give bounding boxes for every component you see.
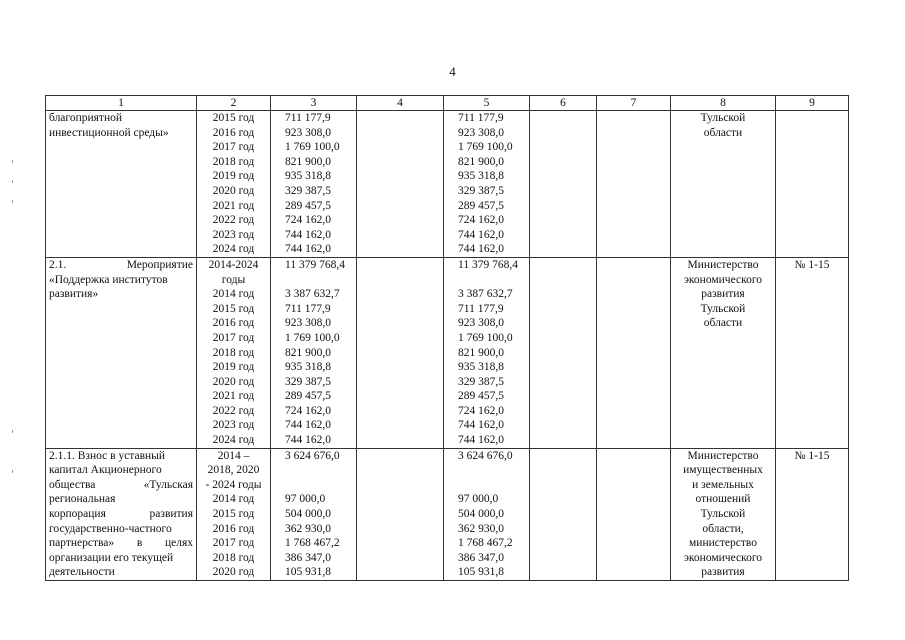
cell-line: 2014 – [217, 449, 250, 462]
cell-line: 744 162,0 [458, 419, 504, 432]
cell-line: № 1-15 [794, 258, 830, 271]
cell-line: 97 000,0 [458, 493, 499, 506]
cell-line: 3 624 676,0 [285, 449, 340, 462]
cell-line: «Поддержка институтов [49, 273, 168, 286]
cell-line: развития [701, 288, 745, 301]
cell-line: 362 930,0 [285, 522, 331, 535]
cell-line: 289 457,5 [458, 199, 504, 212]
cell-line: 2024 год [212, 243, 255, 256]
cell-line: 11 379 768,4 [285, 258, 345, 271]
cell-line: 2024 год [212, 434, 255, 447]
cell-c8 [671, 111, 776, 258]
cell-c9 [776, 257, 849, 448]
column-header-6: 6 [530, 96, 597, 111]
cell-line: 935 318,8 [458, 361, 504, 374]
page-number: 4 [449, 64, 456, 79]
cell-c5 [444, 257, 530, 448]
cell-line: 2017 год [212, 331, 255, 344]
cell-line: 923 308,0 [458, 126, 504, 139]
cell-line: 724 162,0 [285, 214, 331, 227]
table-row [46, 448, 849, 580]
cell-line: 2014 год [212, 493, 255, 506]
cell-line: Тульской [700, 508, 746, 521]
cell-line: годы [221, 273, 246, 286]
column-header-5: 5 [444, 96, 530, 111]
cell-line: 289 457,5 [285, 390, 331, 403]
cell-c5 [444, 111, 530, 258]
cell-c6 [530, 111, 597, 258]
cell-line: организации его текущей [49, 551, 174, 564]
column-header-4: 4 [357, 96, 444, 111]
cell-line: 1 769 100,0 [285, 331, 340, 344]
cell-line: Тульской [700, 302, 746, 315]
cell-c7 [597, 448, 671, 580]
cell-line: капитал Акционерного [49, 464, 162, 477]
cell-line: 3 387 632,7 [285, 288, 340, 301]
cell-line: 2015 год [212, 302, 255, 315]
cell-line: Министерство [687, 449, 759, 462]
cell-line: 329 387,5 [458, 184, 504, 197]
cell-line: развития [701, 566, 745, 579]
cell-line: 744 162,0 [458, 434, 504, 447]
cell-line: - 2024 годы [205, 478, 262, 491]
column-header-2: 2 [197, 96, 271, 111]
cell-line: 2019 год [212, 170, 255, 183]
cell-line: 329 387,5 [458, 375, 504, 388]
cell-line: 2017 год [212, 141, 255, 154]
cell-c9 [776, 448, 849, 580]
cell-line: 724 162,0 [285, 404, 331, 417]
cell-line: 2021 год [212, 390, 255, 403]
cell-line [458, 463, 529, 478]
cell-c2 [197, 448, 271, 580]
cell-line: 2016 год [212, 317, 255, 330]
cell-line: 2020 год [212, 184, 255, 197]
cell-line: 2021 год [212, 199, 255, 212]
cell-line: 711 177,9 [285, 302, 331, 315]
cell-line: министерство [689, 537, 757, 550]
cell-line: 744 162,0 [285, 243, 331, 256]
table-row [46, 111, 849, 258]
cell-line: 821 900,0 [458, 346, 504, 359]
cell-c8 [671, 257, 776, 448]
cell-line [458, 273, 529, 288]
table-row [46, 257, 849, 448]
cell-line: деятельности [49, 566, 115, 579]
cell-c4 [357, 448, 444, 580]
cell-line: 2018, 2020 [207, 464, 260, 477]
cell-c3 [271, 448, 357, 580]
cell-line: 744 162,0 [285, 419, 331, 432]
cell-line: партнерства» в целях [49, 537, 193, 550]
cell-line: 2018 год [212, 346, 255, 359]
cell-line: 821 900,0 [285, 346, 331, 359]
cell-line [285, 478, 356, 493]
column-header-7: 7 [597, 96, 671, 111]
cell-c7 [597, 257, 671, 448]
cell-line: 724 162,0 [458, 404, 504, 417]
cell-line: области, [702, 522, 744, 535]
cell-line: 2.1.1. Взнос в уставный [49, 449, 166, 462]
cell-line: 2015 год [212, 112, 255, 124]
cell-line: имущественных [683, 464, 763, 477]
cell-line: развития» [49, 288, 99, 301]
cell-c8 [671, 448, 776, 580]
cell-line: 935 318,8 [285, 361, 331, 374]
cell-line: 711 177,9 [458, 112, 504, 124]
cell-line: 744 162,0 [285, 434, 331, 447]
column-header-1: 1 [46, 96, 197, 111]
cell-line: 97 000,0 [285, 493, 326, 506]
cell-line: 329 387,5 [285, 375, 331, 388]
cell-c1 [46, 111, 197, 258]
cell-line: 2017 год [212, 537, 255, 550]
cell-line: отношений [695, 493, 751, 506]
cell-line: экономического [683, 551, 763, 564]
cell-line: корпорация развития [49, 508, 193, 521]
cell-line: 504 000,0 [285, 508, 331, 521]
cell-line: общества «Тульская [49, 478, 193, 491]
cell-line: 2018 год [212, 155, 255, 168]
cell-line: 744 162,0 [285, 228, 331, 241]
cell-line: 289 457,5 [285, 199, 331, 212]
cell-line: Министерство [687, 258, 759, 271]
cell-c3 [271, 111, 357, 258]
cell-line: 923 308,0 [285, 126, 331, 139]
cell-line: 2014 год [212, 288, 255, 301]
cell-line: области [703, 126, 743, 139]
cell-line: 362 930,0 [458, 522, 504, 535]
cell-line: области [703, 317, 743, 330]
cell-line: 105 931,8 [458, 566, 504, 579]
cell-line: и земельных [692, 478, 754, 491]
cell-line: 2023 год [212, 419, 255, 432]
cell-line: региональная [49, 493, 116, 506]
cell-line: 923 308,0 [285, 317, 331, 330]
cell-line: 935 318,8 [285, 170, 331, 183]
cell-c2 [197, 257, 271, 448]
cell-line: 2022 год [212, 404, 255, 417]
document-table [45, 95, 849, 581]
cell-line: 3 624 676,0 [458, 449, 513, 462]
cell-c1 [46, 448, 197, 580]
cell-line: 504 000,0 [458, 508, 504, 521]
cell-line: 821 900,0 [285, 155, 331, 168]
cell-line: 2016 год [212, 522, 255, 535]
cell-line [285, 463, 356, 478]
cell-line: 1 768 467,2 [285, 537, 340, 550]
cell-line: инвестиционной среды» [49, 126, 169, 139]
cell-line: 386 347,0 [458, 551, 504, 564]
cell-line: 2018 год [212, 551, 255, 564]
cell-line [285, 273, 356, 288]
cell-line: 711 177,9 [458, 302, 504, 315]
cell-line [458, 478, 529, 493]
cell-line: 744 162,0 [458, 228, 504, 241]
cell-c1 [46, 257, 197, 448]
cell-line: 1 769 100,0 [458, 141, 513, 154]
cell-line: 3 387 632,7 [458, 288, 513, 301]
cell-c4 [357, 257, 444, 448]
cell-line: 2019 год [212, 361, 255, 374]
cell-line: 1 768 467,2 [458, 537, 513, 550]
cell-c5 [444, 448, 530, 580]
header-row [46, 96, 849, 111]
column-header-8: 8 [671, 96, 776, 111]
cell-line: 2015 год [212, 508, 255, 521]
cell-line: государственно-частного [49, 522, 172, 535]
cell-line: Тульской [700, 112, 746, 124]
cell-line: 935 318,8 [458, 170, 504, 183]
cell-line: 2023 год [212, 228, 255, 241]
cell-line: 821 900,0 [458, 155, 504, 168]
cell-line: 2020 год [212, 566, 255, 579]
cell-c7 [597, 111, 671, 258]
cell-line: 711 177,9 [285, 112, 331, 124]
cell-line: 11 379 768,4 [458, 258, 518, 271]
cell-c6 [530, 448, 597, 580]
cell-c6 [530, 257, 597, 448]
cell-line: благоприятной [49, 112, 123, 124]
cell-line: 724 162,0 [458, 214, 504, 227]
cell-c9 [776, 111, 849, 258]
cell-line: 386 347,0 [285, 551, 331, 564]
cell-line: 2016 год [212, 126, 255, 139]
cell-c4 [357, 111, 444, 258]
cell-line: 105 931,8 [285, 566, 331, 579]
cell-line: экономического [683, 273, 763, 286]
cell-line: 2.1. Мероприятие [49, 258, 193, 271]
cell-line: 2020 год [212, 375, 255, 388]
column-header-3: 3 [271, 96, 357, 111]
cell-line: 2014-2024 [208, 258, 259, 271]
cell-line: 923 308,0 [458, 317, 504, 330]
cell-c3 [271, 257, 357, 448]
cell-line: 289 457,5 [458, 390, 504, 403]
cell-line: 329 387,5 [285, 184, 331, 197]
table-body [46, 111, 849, 581]
column-header-9: 9 [776, 96, 849, 111]
cell-line: 1 769 100,0 [458, 331, 513, 344]
cell-line: 744 162,0 [458, 243, 504, 256]
cell-c2 [197, 111, 271, 258]
cell-line: 1 769 100,0 [285, 141, 340, 154]
cell-line: № 1-15 [794, 449, 830, 462]
cell-line: 2022 год [212, 214, 255, 227]
